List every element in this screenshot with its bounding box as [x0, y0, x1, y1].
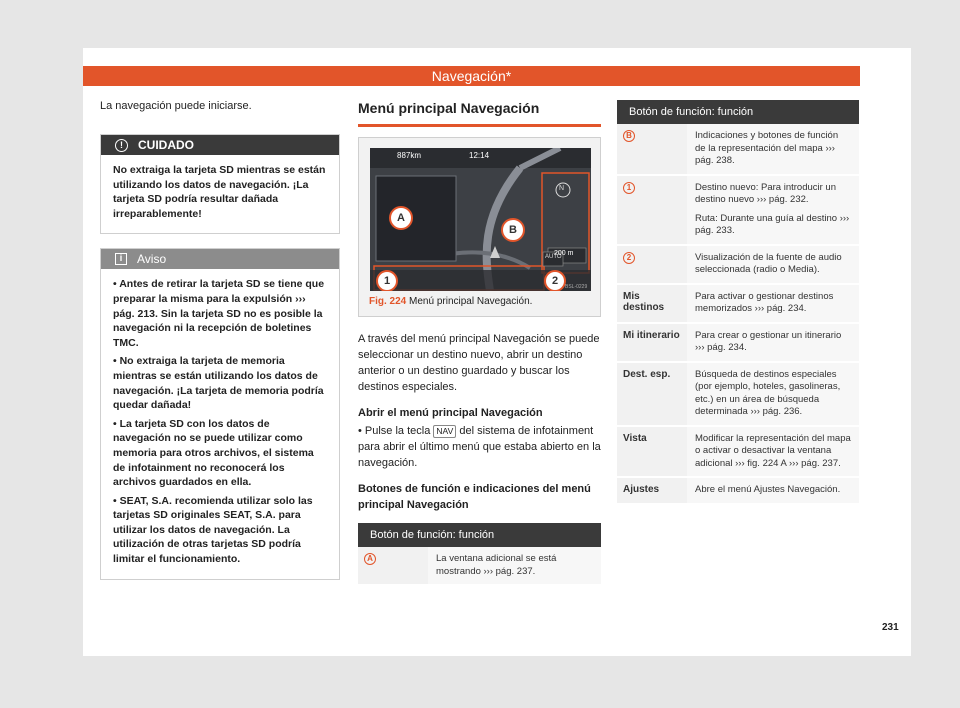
figure-caption	[369, 296, 532, 307]
caption-label: Fig. 224	[369, 296, 407, 307]
row-key	[617, 124, 687, 174]
figure-nav-menu	[358, 137, 601, 317]
page-number: 231	[882, 622, 899, 633]
table-header: Botón de función: función	[358, 523, 601, 547]
function-table-a	[358, 523, 601, 586]
table-row	[617, 246, 859, 285]
row-value: Modificar la representación del mapa o activar o desactivar la ventana adicional ››› fig. 224 A ››› pág. 237.	[687, 427, 859, 477]
table-row	[617, 363, 859, 427]
table-row	[617, 427, 859, 479]
caution-body	[101, 155, 339, 233]
table-row	[617, 124, 859, 176]
row-key-special-destinations: Dest. esp.	[623, 368, 671, 380]
label-2: 2	[623, 252, 635, 264]
figure-scale: 200 m	[554, 250, 574, 257]
row-value: Búsqueda de destinos especiales (por ejemplo, hoteles, gasolineras, etc.) en un área de búsqueda determinada ››› pág. 236.	[687, 363, 859, 425]
row-value-route: Ruta: Durante una guía al destino ››› pág. 233.	[695, 212, 850, 236]
notice-box	[100, 248, 340, 579]
notice-item: • Antes de retirar la tarjeta SD se tiene que preparar la misma para la expulsión ››› pág. 213. Sin la tarjeta SD no es posible la navegación ni la recepción de boletines TMC.	[113, 278, 325, 349]
bullet-post: del sistema de infotainment para abrir el último menú que estaba abierto en la navegación.	[358, 425, 601, 469]
label-b: B	[623, 130, 635, 142]
notice-body	[101, 269, 339, 578]
figure-code: BSL-0229	[565, 284, 588, 290]
caution-header	[101, 135, 339, 155]
body-paragraph: A través del menú principal Navegación se puede seleccionar un destino nuevo, abrir un destino anterior o un destino guardado y buscar los destinos especiales.	[358, 333, 600, 393]
bullet-nav	[358, 423, 601, 471]
table-row	[617, 176, 859, 246]
function-table-b	[617, 100, 859, 505]
row-value: Para activar o gestionar destinos memorizados ››› pág. 234.	[687, 285, 859, 322]
section-header: Navegación*	[83, 66, 860, 86]
table-row	[358, 547, 601, 586]
row-value: Para crear o gestionar un itinerario ››› pág. 234.	[687, 324, 859, 361]
caution-text: No extraiga la tarjeta SD mientras se están utilizando los datos de navegación. ¡La tarjeta SD podría resultar dañada irreparablemente!	[113, 164, 326, 220]
row-value: Indicaciones y botones de función de la representación del mapa ››› pág. 238.	[687, 124, 859, 174]
row-value	[687, 176, 859, 244]
subheading-open-menu: Abrir el menú principal Navegación	[358, 407, 543, 419]
subheading-buttons: Botones de función e indicaciones del menú principal Navegación	[358, 483, 591, 511]
callout-1: 1	[384, 275, 391, 287]
table-header: Botón de función: función	[617, 100, 859, 124]
bullet-pre: • Pulse la tecla	[358, 425, 431, 437]
nav-key: NAV	[433, 425, 456, 438]
intro-text: La navegación puede iniciarse.	[100, 100, 252, 112]
callout-2: 2	[552, 275, 559, 287]
notice-item: • La tarjeta SD con los datos de navegación no se puede utilizar como memoria para otros archivos, el sistema de infotainment no reconocerá los archivos guardados en ella.	[113, 417, 314, 489]
row-key-view: Vista	[623, 432, 647, 444]
table-row	[617, 324, 859, 363]
row-key	[358, 547, 428, 584]
column-left	[100, 92, 340, 594]
notice-item: • No extraiga la tarjeta de memoria mientras se están utilizando los datos de navegación. ¡La tarjeta de memoria podría quedar dañada!	[113, 355, 324, 412]
caution-title: CUIDADO	[138, 138, 194, 152]
row-key	[617, 176, 687, 244]
table-row	[617, 478, 859, 505]
callout-a: A	[397, 212, 405, 224]
section-title: Menú principal Navegación	[358, 100, 601, 127]
info-icon: i	[115, 253, 127, 265]
label-1: 1	[623, 182, 635, 194]
notice-item: • SEAT, S.A. recomienda utilizar solo las tarjetas SD originales SEAT, S.A. para utilizar los datos de navegación. La utilización de otras tarjetas SD podría limitar el funcionamiento.	[113, 494, 313, 566]
caution-box	[100, 134, 340, 234]
notice-title: Aviso	[137, 252, 167, 267]
figure-distance: 887km	[397, 151, 422, 160]
row-value: Abre el menú Ajustes Navegación.	[687, 478, 859, 503]
row-value-new-destination: Destino nuevo: Para introducir un destino nuevo ››› pág. 232.	[695, 181, 836, 205]
caption-text: Menú principal Navegación.	[409, 296, 533, 307]
callout-b: B	[509, 224, 517, 236]
row-value: Visualización de la fuente de audio seleccionada (radio o Media).	[687, 246, 859, 283]
figure-auto: AUTO	[545, 254, 562, 260]
table-row	[617, 285, 859, 324]
row-key	[617, 246, 687, 283]
notice-header	[101, 249, 339, 269]
figure-time: 12:14	[469, 151, 490, 160]
row-key-my-itinerary: Mi itinerario	[623, 329, 680, 341]
column-right	[617, 92, 859, 505]
label-a: A	[364, 553, 376, 565]
row-key-settings: Ajustes	[623, 484, 660, 495]
warning-icon: !	[115, 139, 128, 152]
row-key-my-destinations: Mis destinos	[623, 290, 665, 313]
column-middle	[358, 92, 601, 586]
figure-compass: N	[559, 185, 565, 192]
row-value: La ventana adicional se está mostrando ››› pág. 237.	[428, 547, 601, 584]
